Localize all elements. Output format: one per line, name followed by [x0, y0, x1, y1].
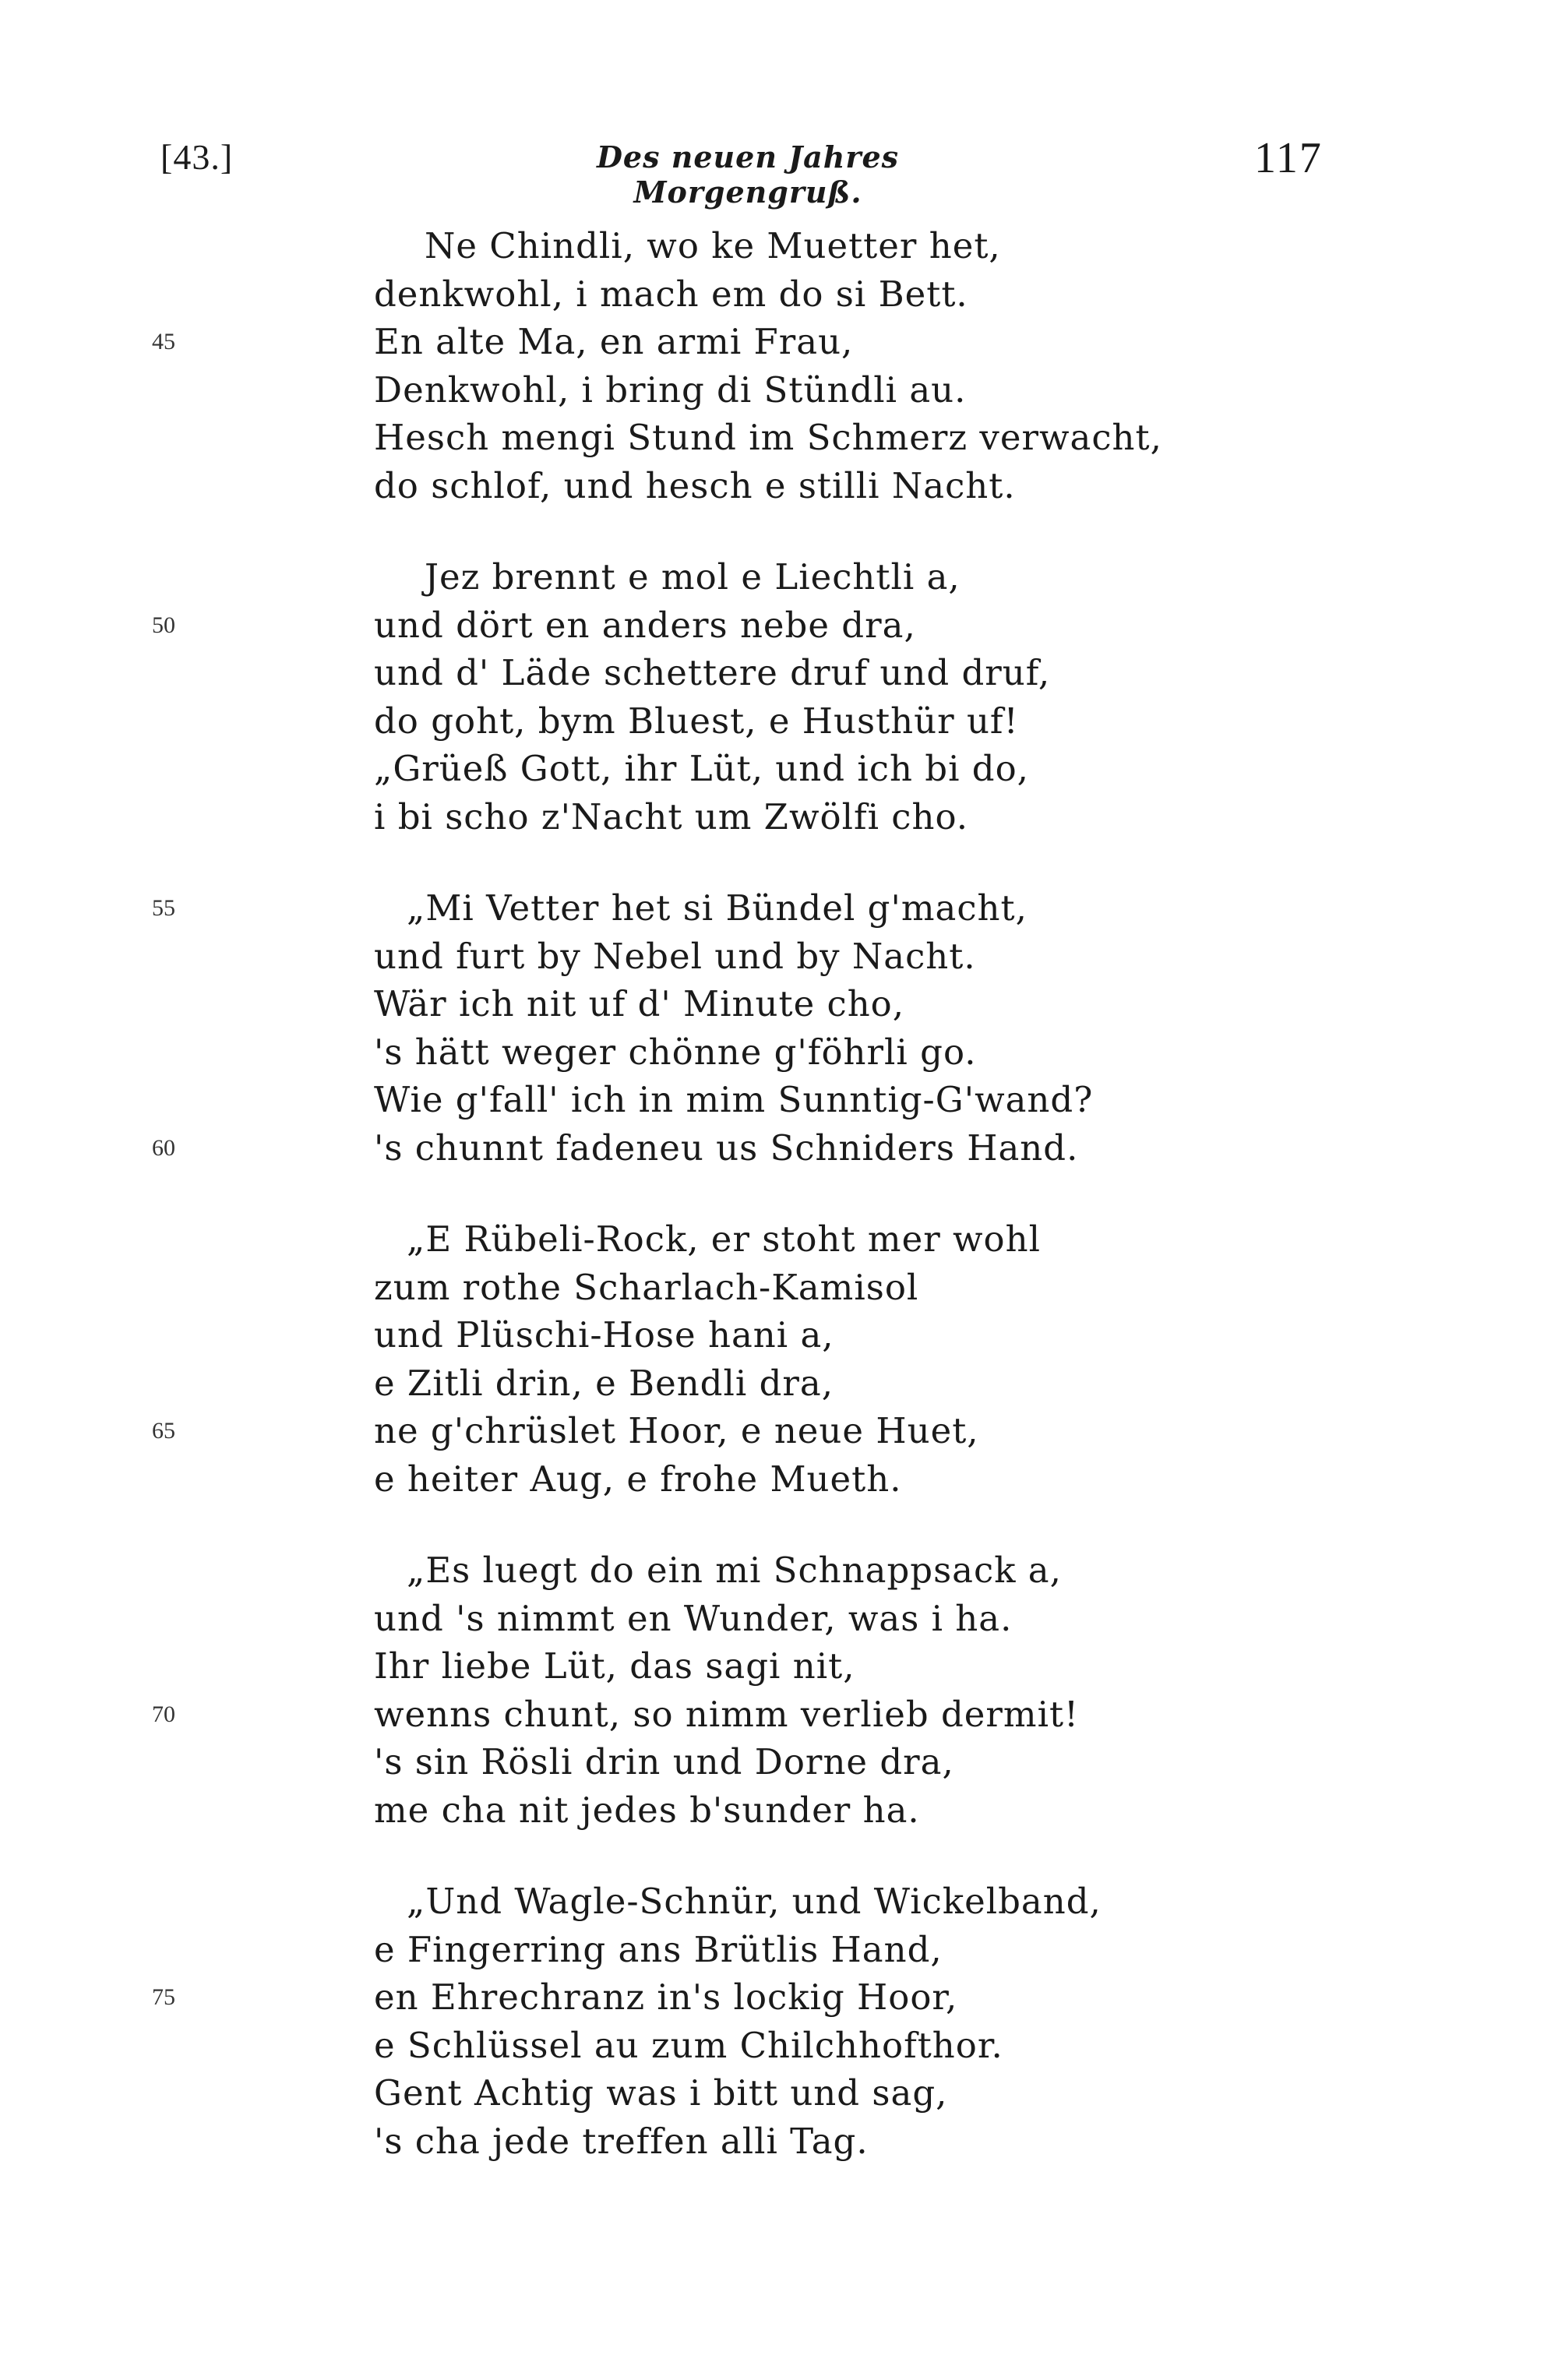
verse-text: wenns chunt, so nimm verlieb dermit! [374, 1693, 1080, 1735]
verse-text: ne g'chrüslet Hoor, e neue Huet, [374, 1410, 979, 1451]
verse-text: 's chunnt fadeneu us Schniders Hand. [374, 1127, 1079, 1169]
page-number: 117 [1254, 134, 1323, 182]
verse-text: me cha nit jedes b'sunder ha. [374, 1789, 920, 1831]
verse-text: „Es luegt do ein mi Schnappsack a, [407, 1550, 1062, 1591]
verse-line [0, 2117, 1558, 2166]
verse-line [0, 1028, 1558, 1077]
verse-text: und Plüschi-Hose hani a, [374, 1314, 834, 1356]
verse-text: denkwohl, i mach em do si Bett. [374, 273, 968, 315]
verse-line [0, 601, 1558, 650]
verse-text: do goht, bym Bluest, e Husthür uf! [374, 700, 1019, 742]
verse-text: Wär ich nit uf d' Minute cho, [374, 983, 905, 1024]
verse-line [0, 1786, 1558, 1835]
line-number: 45 [152, 329, 175, 354]
verse-text: do schlof, und hesch e stilli Nacht. [374, 464, 1016, 506]
verse-line [0, 318, 1558, 366]
verse-line [0, 2022, 1558, 2070]
line-number: 60 [152, 1134, 175, 1161]
verse-text: en Ehrechranz in's lockig Hoor, [374, 1976, 958, 2018]
line-number: 50 [152, 612, 175, 638]
verse-text: Ne Chindli, wo ke Muetter het, [425, 225, 1001, 266]
verse-line [0, 745, 1558, 793]
verse-text: 's cha jede treffen alli Tag. [374, 2120, 869, 2162]
line-number: 55 [152, 895, 175, 921]
stanza [0, 1215, 1558, 1503]
verse-line [0, 2069, 1558, 2117]
verse-line [0, 1595, 1558, 1643]
verse-line [0, 1311, 1558, 1359]
verse-line [0, 980, 1558, 1028]
verse-line [0, 1691, 1558, 1739]
verse-line [0, 462, 1558, 510]
verse-line [0, 1124, 1558, 1172]
verse-text: 's hätt weger chönne g'föhrli go. [374, 1031, 977, 1073]
verse-line [0, 697, 1558, 746]
verse-text: Denkwohl, i bring di Stündli au. [374, 368, 967, 411]
verse-text: „Und Wagle-Schnür, und Wickelband, [407, 1881, 1102, 1922]
stanza [0, 1878, 1558, 2165]
verse-line [0, 1076, 1558, 1124]
verse-line [0, 270, 1558, 319]
verse-line [0, 1973, 1558, 2022]
verse-text: Gent Achtig was i bitt und sag, [374, 2072, 948, 2114]
verse-text: i bi scho z'Nacht um Zwölfi cho. [374, 795, 969, 837]
verse-text: Jez brennt e mol e Liechtli a, [425, 556, 961, 598]
verse-text: „Grüeß Gott, ihr Lüt, und ich bi do, [374, 748, 1029, 789]
verse-text: Hesch mengi Stund im Schmerz verwacht, [374, 417, 1162, 458]
verse-line [0, 1264, 1558, 1312]
verse-text: En alte Ma, en armi Frau, [374, 321, 854, 362]
verse-line [0, 1407, 1558, 1455]
verse-line [0, 884, 1558, 933]
line-number: 75 [152, 1984, 175, 2010]
stanza [0, 1546, 1558, 1834]
verse-line [0, 553, 1558, 601]
verse-line [0, 1642, 1558, 1691]
verse-text: e heiter Aug, e frohe Mueth. [374, 1458, 902, 1500]
running-title: Des neuen Jahres Morgengruß. [596, 139, 900, 210]
verse-text: und dört en anders nebe dra, [374, 604, 916, 646]
verse-line [0, 1926, 1558, 1974]
verse-line [0, 366, 1558, 414]
verse-text: zum rothe Scharlach-Kamisol [374, 1266, 919, 1308]
verse-text: und furt by Nebel und by Nacht. [374, 935, 976, 977]
verse-line [0, 933, 1558, 981]
verse-line [0, 793, 1558, 841]
verse-text: 's sin Rösli drin und Dorne dra, [374, 1741, 954, 1782]
verse-text: „Mi Vetter het si Bündel g'macht, [407, 887, 1028, 929]
stanza [0, 553, 1558, 841]
stanza [0, 222, 1558, 509]
verse-text: Wie g'fall' ich in mim Sunntig-G'wand? [374, 1079, 1094, 1120]
page-header [0, 134, 1558, 210]
verse-text: e Zitli drin, e Bendli dra, [374, 1362, 834, 1404]
verse-line [0, 1878, 1558, 1926]
verse-line [0, 414, 1558, 462]
verse-line [0, 1359, 1558, 1408]
verse-text: und 's nimmt en Wunder, was i ha. [374, 1597, 1013, 1639]
line-number: 65 [152, 1418, 175, 1444]
verse-line [0, 649, 1558, 697]
poem-body [0, 222, 1558, 2209]
verse-line [0, 1215, 1558, 1264]
section-reference: [43.] [160, 137, 234, 177]
verse-line [0, 1546, 1558, 1595]
verse-text: e Fingerring ans Brütlis Hand, [374, 1928, 943, 1970]
verse-text: und d' Läde schettere druf und druf, [374, 652, 1051, 693]
verse-text: „E Rübeli-Rock, er stoht mer wohl [407, 1218, 1041, 1260]
line-number: 70 [152, 1701, 175, 1727]
stanza [0, 884, 1558, 1172]
verse-text: e Schlüssel au zum Chilchhofthor. [374, 2024, 1003, 2066]
verse-line [0, 1738, 1558, 1786]
verse-line [0, 222, 1558, 270]
verse-line [0, 1455, 1558, 1504]
verse-text: Ihr liebe Lüt, das sagi nit, [374, 1645, 855, 1687]
